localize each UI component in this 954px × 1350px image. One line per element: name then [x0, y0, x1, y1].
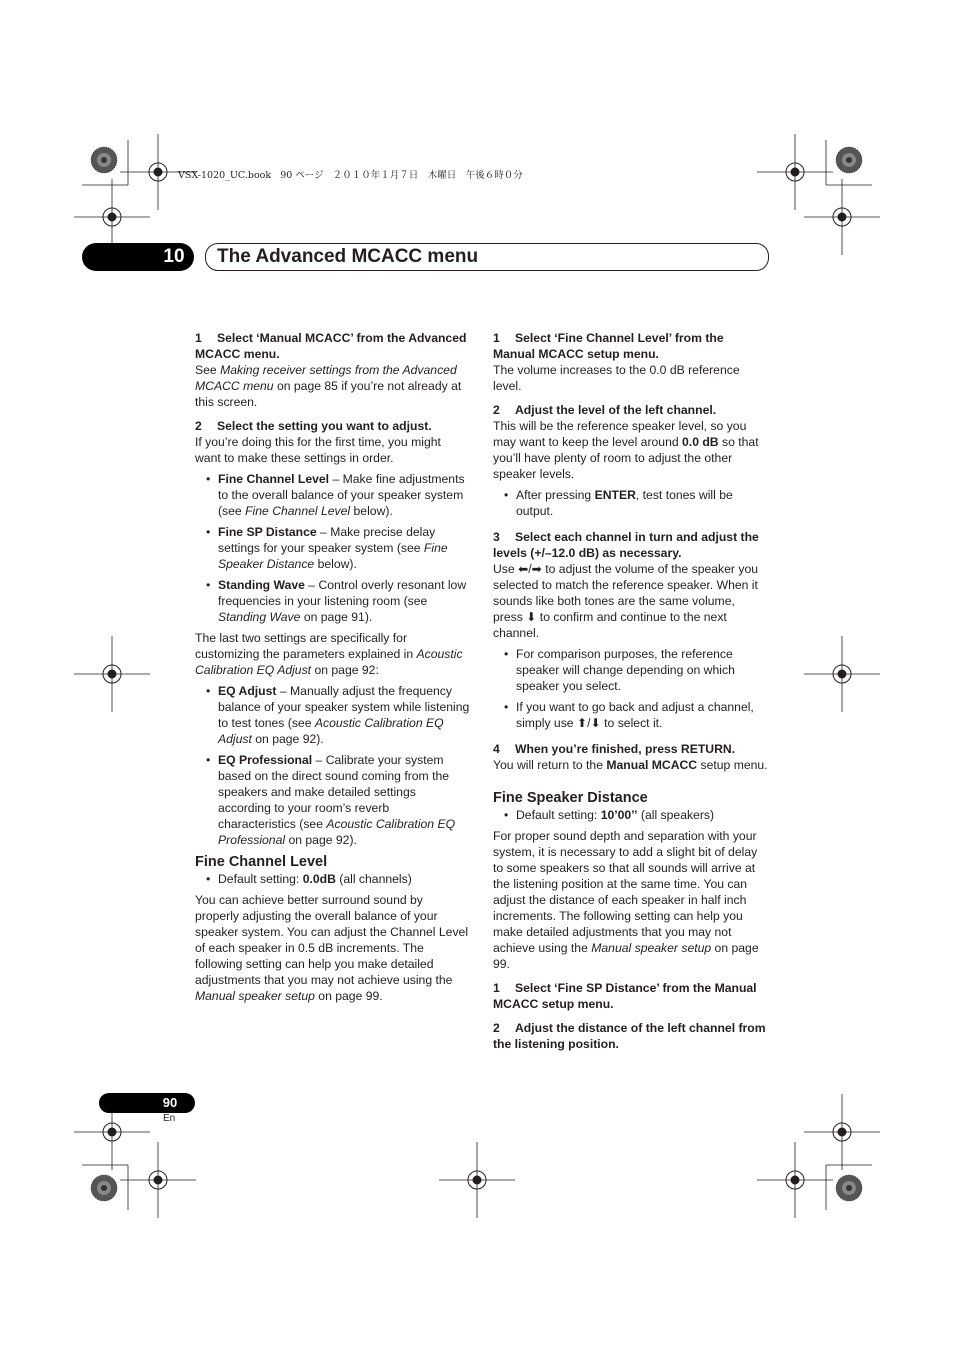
registration-star-icon — [91, 147, 117, 173]
step-heading: 2 Select the setting you want to adjust. — [195, 419, 432, 433]
registration-mark-icon — [804, 1094, 880, 1170]
paragraph: If you’re doing this for the first time, you might want to make these settings in order. — [195, 435, 441, 465]
step-heading: 1 Select ‘Manual MCACC’ from the Advanced MCACC menu. — [195, 331, 467, 361]
registration-star-icon — [836, 147, 862, 173]
registration-star-icon — [91, 1175, 117, 1201]
list-item: • After pressing ENTER, test tones will be output. — [516, 487, 768, 519]
default-setting-list — [493, 807, 768, 823]
list-item: • Default setting: 0.0dB (all channels) — [218, 871, 470, 887]
step-heading: 1 Select ‘Fine Channel Level’ from the Manual MCACC setup menu. — [493, 331, 724, 361]
list-item: • EQ Adjust – Manually adjust the frequency balance of your speaker system while listening to test tones (see Acoustic Calibration EQ Adjust on page 92). — [218, 683, 470, 747]
cross-reference: Making receiver settings from the Advanced MCACC menu — [195, 363, 457, 393]
registration-mark-icon — [757, 134, 833, 210]
left-column — [195, 330, 470, 1004]
list-item: • EQ Professional – Calibrate your system based on the direct sound coming from the speakers and make detailed settings according to your room’s reverb characteristics (see Acoustic Calibration EQ Professional on page 92). — [218, 752, 470, 848]
registration-mark-icon — [74, 636, 150, 712]
paragraph: See Making receiver settings from the Advanced MCACC menu on page 85 if you’re not already at this screen. — [195, 363, 462, 409]
paragraph: For proper sound depth and separation with your system, it is necessary to add a slight bit of delay to some speakers so that all sounds will arrive at the listening position at the same time. You can adjust the distance of each speaker in half inch increments. The following setting can help you make detailed adjustments that you may not achieve using the Manual speaker setup on page 99. — [493, 829, 759, 971]
settings-list — [195, 471, 470, 625]
paragraph: This will be the reference speaker level, so you may want to keep the level around 0.0 dB so that you’ll have plenty of room to adjust the other speaker levels. — [493, 419, 759, 481]
note-list — [493, 646, 768, 731]
chapter-title: The Advanced MCACC menu — [217, 246, 479, 267]
registration-mark-icon — [439, 1142, 515, 1218]
paragraph: The last two settings are specifically for customizing the parameters explained in Acoustic Calibration EQ Adjust on page 92: — [195, 631, 463, 677]
list-item: • Fine SP Distance – Make precise delay settings for your speaker system (see Fine Speaker Distance below). — [218, 524, 470, 572]
print-file-header: VSX-1020_UC.book 90 ページ ２０１０年１月７日 木曜日 午後６時０分 — [178, 170, 523, 181]
registration-mark-icon — [804, 179, 880, 255]
step-heading: 2 Adjust the level of the left channel. — [493, 403, 717, 417]
registration-mark-icon — [757, 1142, 833, 1218]
left-right-arrow-icon: ⬅/➡ — [518, 562, 542, 576]
note-list — [493, 487, 768, 519]
page-language: En — [163, 1113, 176, 1124]
paragraph: The volume increases to the 0.0 dB reference level. — [493, 363, 740, 393]
step-heading: 3 Select each channel in turn and adjust the levels (+/–12.0 dB) as necessary. — [493, 530, 759, 560]
eq-settings-list — [195, 683, 470, 848]
list-item: • For comparison purposes, the reference speaker will change depending on which speaker you select. — [516, 646, 768, 694]
step-heading: 2 Adjust the distance of the left channel from the listening position. — [493, 1021, 766, 1051]
section-heading: Fine Channel Level — [195, 854, 328, 870]
registration-star-icon — [836, 1175, 862, 1201]
paragraph: You can achieve better surround sound by properly adjusting the overall balance of your speaker system. You can adjust the Channel Level of each speaker in 0.5 dB increments. The following setting can help you make detailed adjustments that you may not achieve using the Manual speaker setup on page 99. — [195, 893, 469, 1003]
down-arrow-icon: ⬇ — [526, 610, 537, 624]
step-heading: 1 Select ‘Fine SP Distance’ from the Manual MCACC setup menu. — [493, 981, 757, 1011]
list-item: • Standing Wave – Control overly resonant low frequencies in your listening room (see Standing Wave on page 91). — [218, 577, 470, 625]
list-item: • If you want to go back and adjust a channel, simply use ⬆/⬇ to select it. — [516, 699, 768, 731]
list-item: • Default setting: 10’00’’ (all speakers) — [516, 807, 768, 823]
registration-mark-icon — [804, 636, 880, 712]
chapter-number: 10 — [163, 246, 185, 267]
default-setting-list — [195, 871, 470, 887]
paragraph: Use ⬅/➡ to adjust the volume of the speaker you selected to match the reference speaker. When it sounds like both tones are the same volume, press ⬇ to confirm and continue to the next channel. — [493, 562, 758, 640]
page-number: 90 — [162, 1095, 178, 1110]
up-down-arrow-icon: ⬆/⬇ — [576, 716, 601, 730]
section-heading: Fine Speaker Distance — [493, 790, 648, 806]
step-heading: 4 When you’re finished, press RETURN. — [493, 742, 736, 756]
registration-mark-icon — [120, 1142, 196, 1218]
paragraph: You will return to the Manual MCACC setup menu. — [493, 758, 768, 772]
list-item: • Fine Channel Level – Make fine adjustments to the overall balance of your speaker system (see Fine Channel Level below). — [218, 471, 470, 519]
right-column — [493, 330, 768, 1052]
